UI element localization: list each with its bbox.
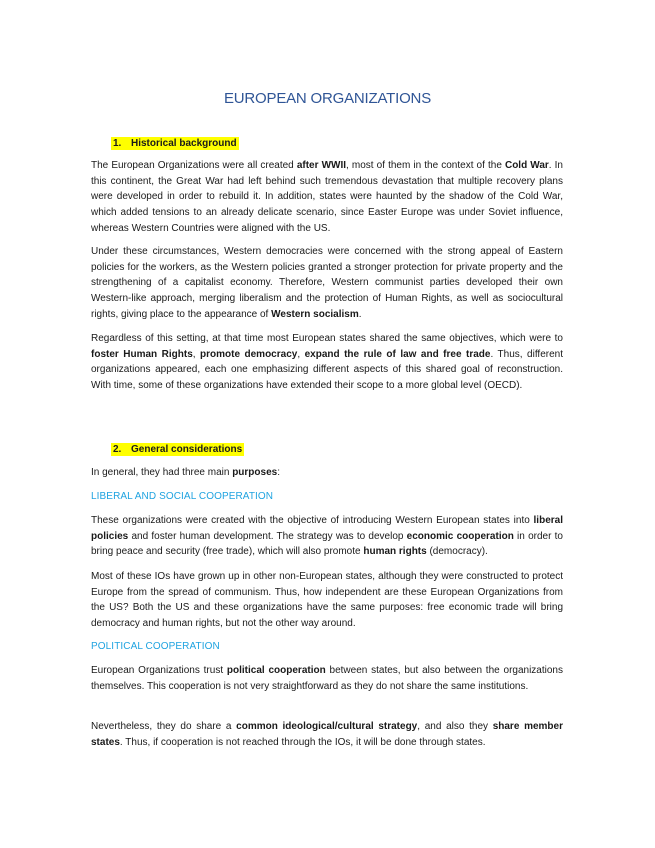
section-title: General considerations [131, 444, 243, 455]
bold-text: Western socialism [271, 308, 359, 320]
bold-text: foster Human Rights [91, 348, 193, 360]
section-title: Historical background [131, 138, 237, 149]
bold-text: expand the rule of law and free trade [304, 348, 491, 360]
paragraph [91, 663, 563, 694]
text-run: . Thus, if cooperation is not reached through the IOs, it will be done through states. [119, 736, 486, 748]
text-run: , most of them in the context of the [346, 160, 505, 171]
paragraph [91, 244, 563, 323]
bold-text: common ideological/cultural strategy [236, 721, 418, 732]
bold-text: after WWII [296, 160, 347, 171]
paragraph [91, 465, 563, 481]
bold-text: liberal policies [91, 515, 563, 542]
text-run: : [277, 467, 280, 478]
paragraph [91, 719, 563, 750]
bold-text: political cooperation [226, 665, 326, 676]
document-title: EUROPEAN ORGANIZATIONS [223, 90, 431, 107]
bold-text: Cold War [504, 160, 549, 171]
text-run: Regardless of this setting, at that time most European states shared the same objectives, which were to [91, 333, 563, 344]
paragraph [91, 331, 563, 394]
text-run: European Organizations trust [91, 665, 227, 676]
paragraph [91, 569, 563, 632]
bold-text: share member states [91, 721, 563, 748]
subheading-liberal-social-cooperation: LIBERAL AND SOCIAL COOPERATION [91, 491, 274, 502]
paragraph [91, 513, 563, 560]
text-run: The European Organizations were all created [91, 160, 297, 171]
text-run: (democracy). [426, 546, 488, 558]
section-number: 2. [113, 444, 122, 455]
section-number: 1. [113, 138, 122, 149]
text-run: . [358, 308, 362, 320]
section-heading-general-considerations [111, 443, 244, 456]
paragraph [91, 158, 563, 237]
text-run: , [192, 348, 201, 360]
text-run: between states, but also between the organizations themselves. This cooperation is not very straightforward as they do not share the same institutions. [91, 665, 563, 692]
text-run: , [297, 348, 305, 360]
text-run: in order to bring peace and security (free trade), which will also promote [91, 530, 563, 558]
text-run: In general, they had three main [91, 467, 233, 478]
bold-text: human rights [363, 546, 427, 558]
text-run: Under these circumstances, Western democracies were concerned with the strong appeal of Eastern policies for the workers, as the Western policies granted a stronger protection for private property and the strengthening of a capitalist economy. Therefore, Western communist parties developed their own Western-like approach, merging liberalism and the protection of Human Rights, as well as sociocultural rights, giving place to the appearance of [91, 246, 563, 320]
text-run: Most of these IOs have grown up in other non-European states, although they were constructed to protect Europe from the spread of communism. Thus, how independent are these European Organizations from the US? Both the US and these organizations have the same purposes: free economic trade will bring democracy and human rights, but not the other way around. [91, 571, 563, 630]
text-run: These organizations were created with the objective of introducing Western European states into [91, 515, 534, 526]
subheading-political-cooperation: POLITICAL COOPERATION [91, 641, 220, 652]
text-run: and foster human development. The strategy was to develop [128, 530, 407, 542]
bold-text: purposes [232, 467, 278, 478]
text-run: . Thus, different organizations appeared, each one emphasizing different aspects of this shared goal of reconstruction. With time, some of these organizations have extended their scope to a more global level (OECD). [91, 348, 563, 392]
text-run: Nevertheless, they do share a [91, 721, 237, 732]
section-heading-historical-background [111, 137, 239, 150]
text-run: . In this continent, the Great War had left behind such tremendous devastation that multiple recovery plans were developed in order to rebuild it. In addition, states were haunted by the shadow of the Cold War, which added tensions to an already delicate scenario, since Easter Europe was under Soviet influence, whereas Western Countries were aligned with the US. [91, 160, 563, 234]
bold-text: promote democracy [200, 348, 298, 360]
text-run: , and also they [417, 721, 493, 732]
bold-text: economic cooperation [406, 530, 514, 542]
